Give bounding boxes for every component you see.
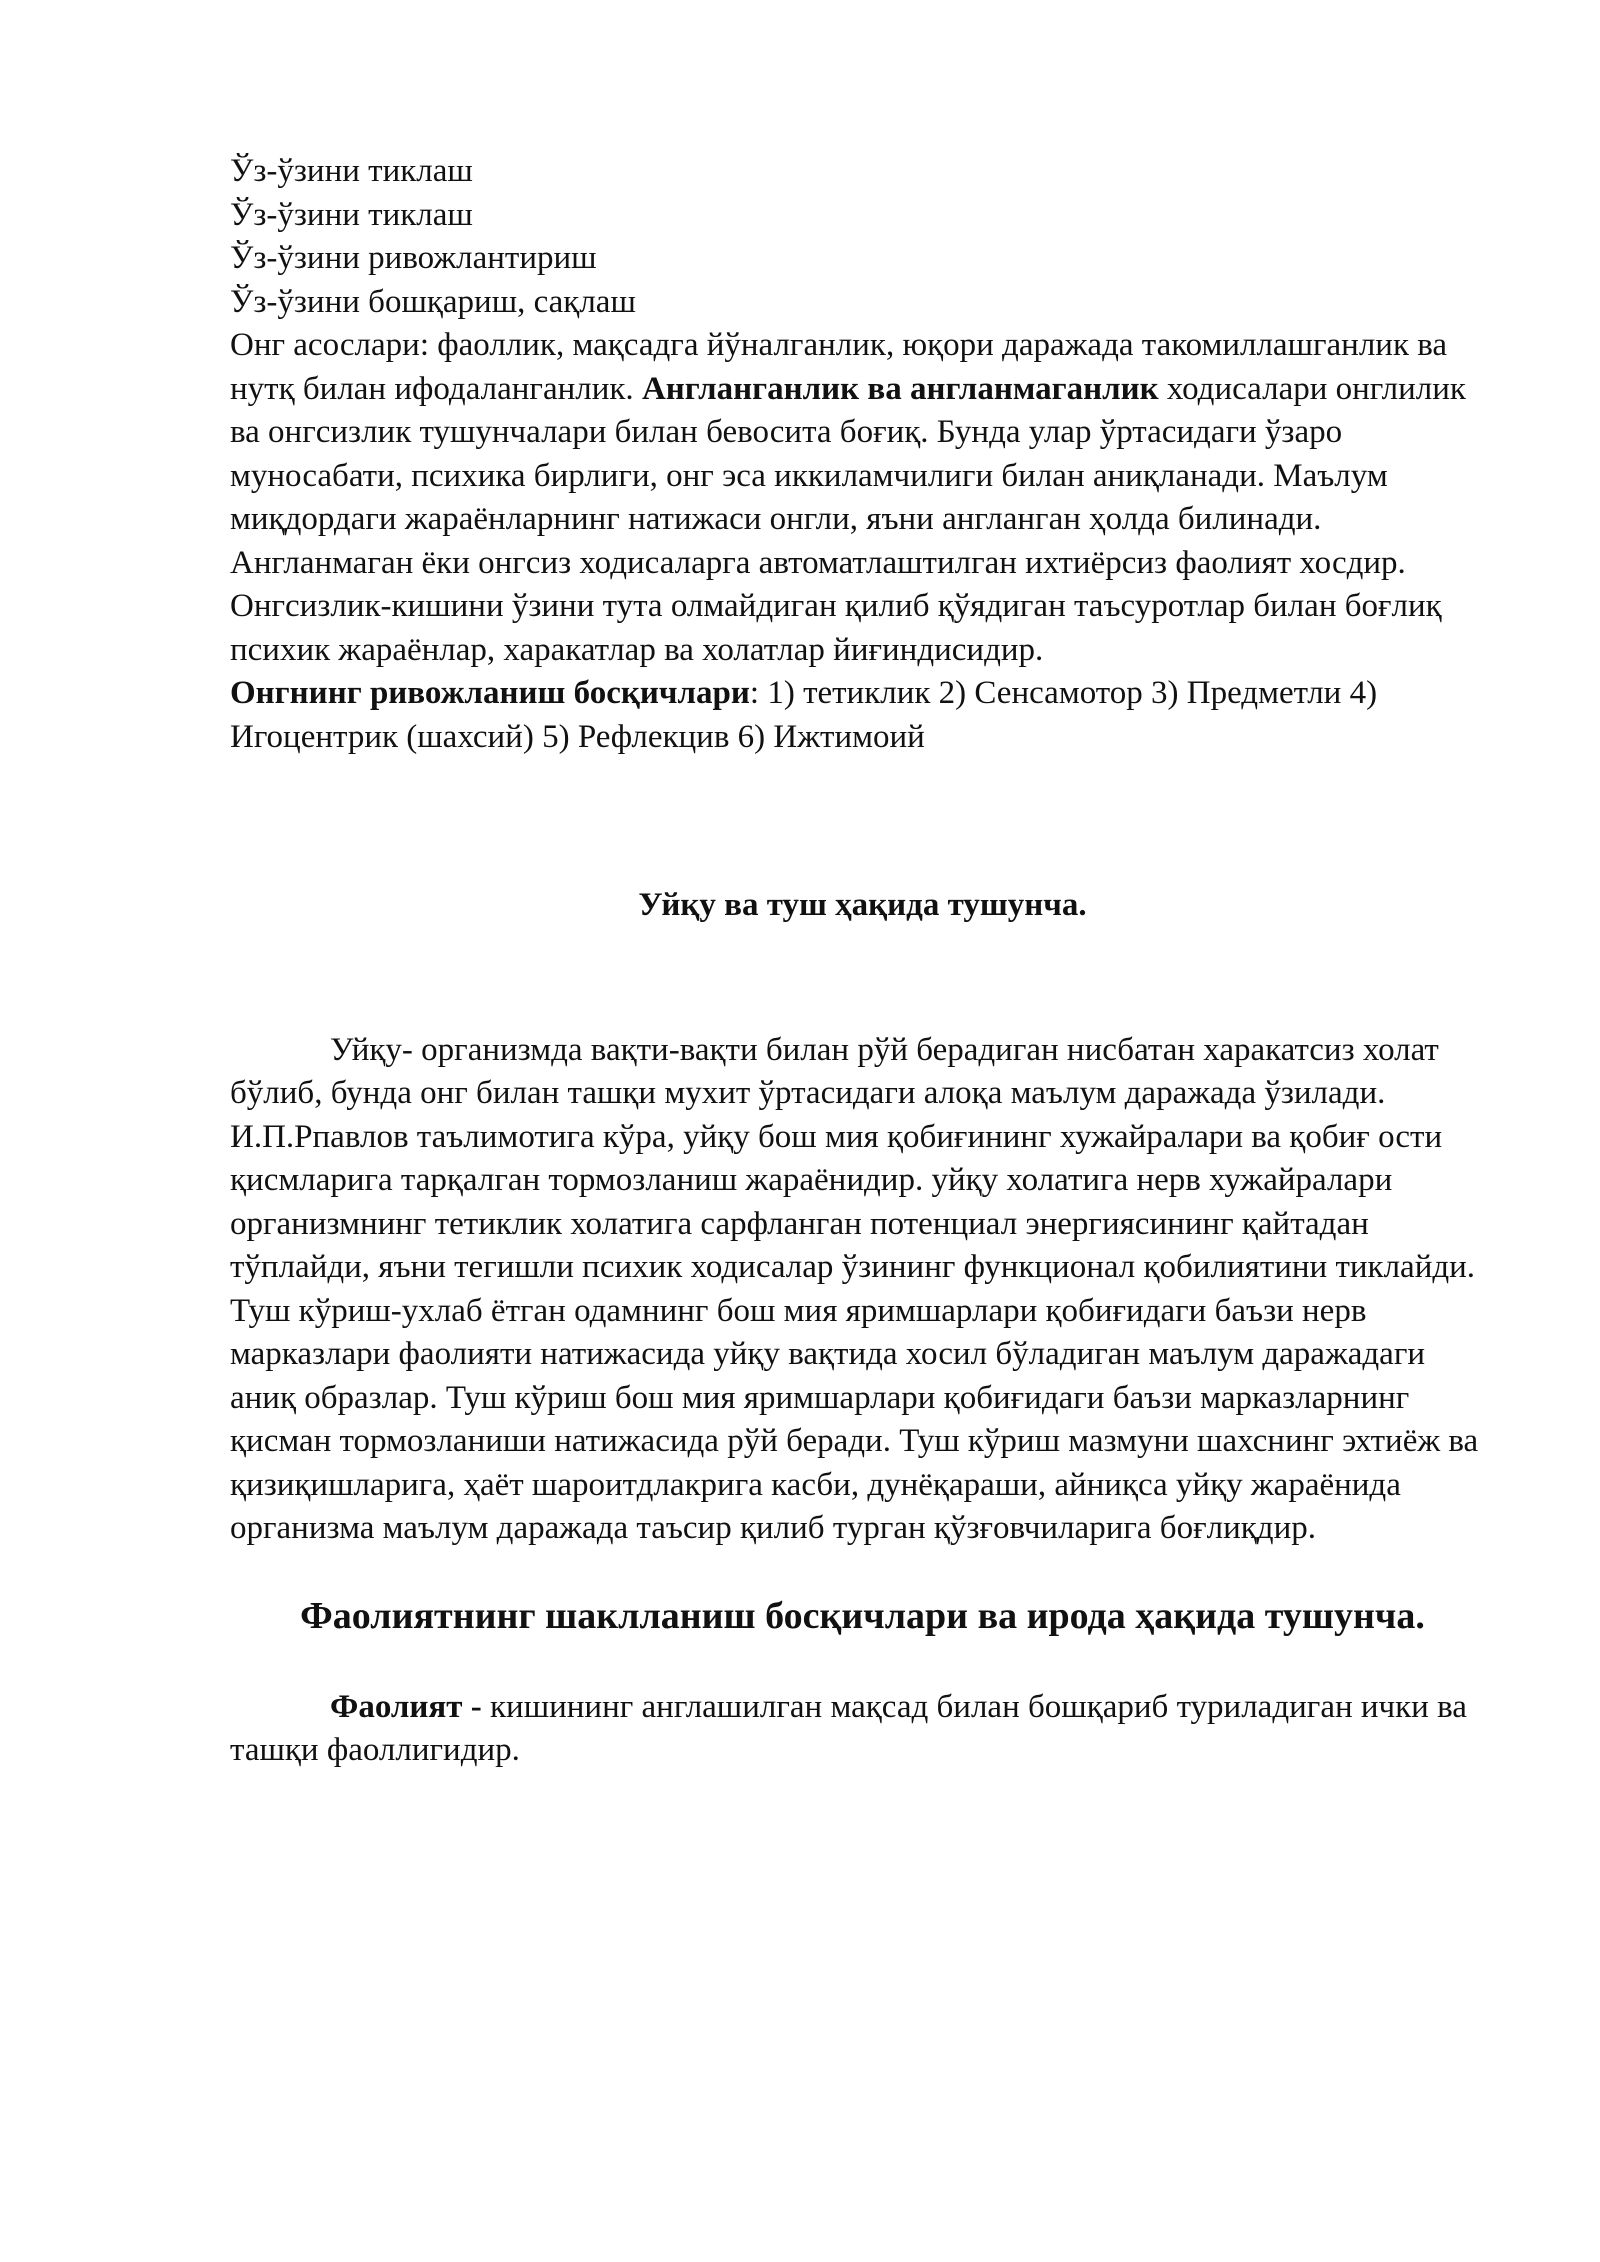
development-stages-paragraph <box>230 672 1495 759</box>
stages-list-text: : 1) тетиклик 2) Сенсамотор 3) Предметли 4) Игоцентрик (шахсий) 5) Рефлекцив 6) Ижтимоий <box>230 675 1378 755</box>
activity-section-title: Фаолиятнинг шаклланиш босқичлари ва ирода ҳақида тушунча. <box>300 1594 1425 1637</box>
intro-line: Ўз-ўзини бошқариш, сақлаш <box>230 283 636 320</box>
unconscious-paragraph: Онгсизлик-кишини ўзини тута олмайдиган қилиб қўядиган таъсуротлар билан боғлиқ психик жараёнлар, харакатлар ва холатлар йиғиндисидир. <box>230 588 1442 668</box>
activity-paragraph <box>230 1686 1495 1773</box>
bases-bold-term: Англанганлик ва англанмаганлик <box>641 370 1159 407</box>
sleep-paragraph <box>230 1029 1495 1551</box>
sleep-section-title: Уйқу ва туш ҳақида тушунча. <box>638 887 1087 923</box>
intro-line: Ўз-ўзини тиклаш <box>230 153 473 189</box>
stages-bold-term: Онгнинг ривожланиш босқичлари <box>230 675 750 711</box>
sleep-paragraph-text: Уйқу- организмда вақти-вақти билан рўй берадиган нисбатан харакатсиз холат бўлиб, бунда онг билан ташқи мухит ўртасидаги алоқа маълум даражада ўзилади. И.П.Рпавлов таълимотига кўра, уйқу бош мия қобиғининг хужайралари ва қобиғ ости қисмларига тарқалган тормозланиш жараёнидир. уйқу холатига нерв хужайралари организмнинг тетиклик холатига сарфланган потенциал энергиясининг қайтадан тўплайди, яъни тегишли психик ходисалар ўзининг функционал қобилиятини тиклайди. Туш кўриш-ухлаб ётган одамнинг бош мия яримшарлари қобиғидаги баъзи нерв марказлари фаолияти натижасида уйқу вақтида хосил бўладиган маълум даражадаги аниқ образлар. Туш кўриш бош мия яримшарлари қобиғидаги баъзи марказларнинг қисман тормозланиши натижасида рўй беради. Туш кўриш мазмуни шахснинг эхтиёж ва қизиқишларига, ҳаёт шароитдлакрига касби, дунёқараши, айниқса уйқу жараёнида организма маълум даражада таъсир қилиб турган қўзғовчиларига боғлиқдир. <box>230 1031 1479 1546</box>
activity-bold-term: Фаолият - <box>330 1688 482 1725</box>
document-content <box>230 150 1495 1773</box>
intro-line: Ўз-ўзини тиклаш <box>230 196 473 233</box>
activity-definition: кишининг англашилган мақсад билан бошқариб туриладиган ички ва ташқи фаоллигидир. <box>230 1688 1467 1768</box>
bases-text: Онг асослари: фаоллик, мақсадга йўналганлик, юқори даражада такомиллашганлик ва нутқ билан ифодаланганлик. <box>230 327 1448 407</box>
bases-rest-text: ходисалари онглилик ва онгсизлик тушунчалари билан бевосита боғиқ. Бунда улар ўртасидаги ўзаро муносабати, психика бирлиги, онг эса иккиламчилиги билан аниқланади. Маълум миқдордаги жараёнларнинг натижаси онгли, яъни англанган ҳолда билинади. Англанмаган ёки онгсиз ходисаларга автоматлаштилган ихтиёрсиз фаолият хосдир. <box>230 370 1466 581</box>
consciousness-bases-paragraph <box>230 324 1495 585</box>
activity-paragraph-text <box>230 1686 1495 1773</box>
intro-line: Ўз-ўзини ривожлантириш <box>230 240 597 276</box>
intro-section <box>230 150 1495 759</box>
